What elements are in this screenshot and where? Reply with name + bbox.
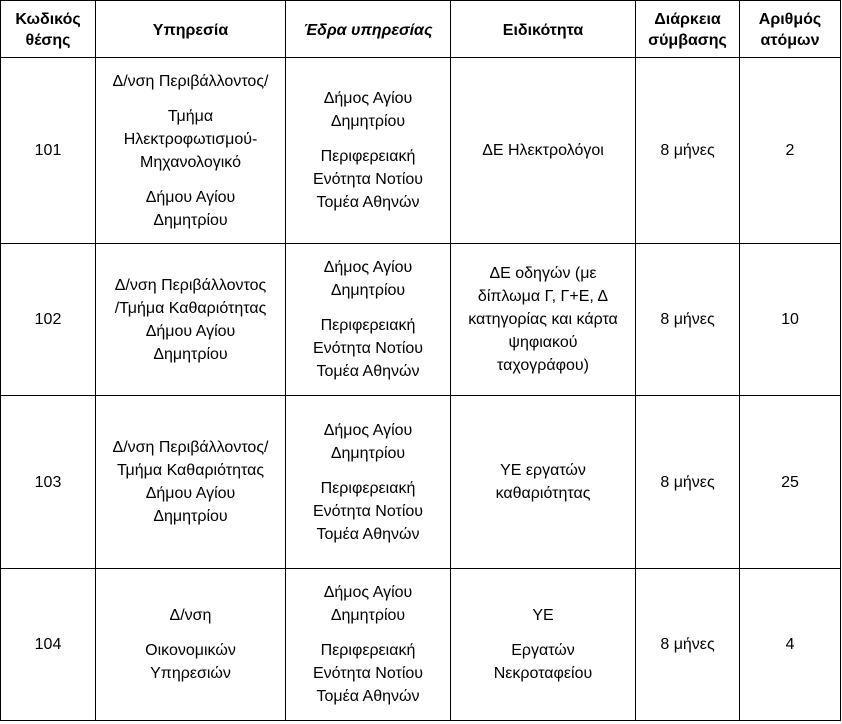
specialty-line: καθαριότητας (495, 485, 591, 502)
cell-specialty (451, 396, 636, 569)
header-duration-line: Διάρκεια (654, 11, 721, 28)
seat-line: Ενότητα Νοτίου (312, 502, 424, 520)
cell-seat (286, 58, 451, 244)
seat-line: Δημητρίου (330, 607, 406, 624)
specialty-line: ταχογράφου) (497, 357, 589, 374)
header-duration-line: σύμβασης (648, 32, 727, 49)
service-paragraph (100, 70, 281, 93)
seat-line: Δημητρίου (330, 113, 406, 130)
header-count (740, 1, 841, 58)
service-line: Τμήμα (167, 107, 214, 125)
service-line: Δ/νση Περιβάλλοντος/ (112, 72, 269, 90)
seat-line: Περιφερειακή (320, 148, 416, 165)
specialty-paragraph (455, 604, 631, 627)
cell-code: 102 (1, 244, 96, 396)
seat-line: Τομέα Αθηνών (316, 688, 420, 705)
cell-count: 25 (740, 396, 841, 569)
specialty-line: Νεκροταφείου (493, 665, 593, 682)
cell-code: 104 (1, 569, 96, 721)
cell-count: 10 (740, 244, 841, 396)
specialty-line: ΔΕ οδηγών (με (489, 265, 597, 282)
cell-specialty (451, 244, 636, 396)
seat-paragraph (290, 145, 446, 214)
header-code-line: Κωδικός (15, 11, 81, 28)
cell-duration: 8 μήνες (636, 244, 740, 396)
service-paragraph (100, 639, 281, 685)
service-paragraph (100, 186, 281, 232)
header-count-line: ατόμων (760, 32, 820, 49)
seat-line: Δημητρίου (330, 444, 406, 462)
table-row (1, 569, 841, 721)
table-row (1, 58, 841, 244)
seat-paragraph (290, 477, 446, 546)
service-line: Δημητρίου (153, 345, 228, 363)
seat-paragraph (290, 419, 446, 465)
service-line: Δημητρίου (153, 211, 228, 229)
cell-code: 101 (1, 58, 96, 244)
cell-seat (286, 569, 451, 721)
cell-seat (286, 396, 451, 569)
service-line: Μηχανολογικό (140, 153, 241, 171)
cell-duration: 8 μήνες (636, 58, 740, 244)
seat-line: Δήμος Αγίου (323, 259, 413, 276)
specialty-line: δίπλωμα Γ, Γ+Ε, Δ (477, 288, 609, 305)
service-line: Δήμου Αγίου (145, 485, 236, 502)
service-paragraph (100, 436, 281, 528)
cell-specialty (451, 58, 636, 244)
service-line: Οικονομικών (145, 642, 236, 659)
seat-paragraph (290, 581, 446, 627)
service-paragraph (100, 604, 281, 627)
cell-duration: 8 μήνες (636, 569, 740, 721)
cell-seat (286, 244, 451, 396)
header-duration (636, 1, 740, 58)
header-code-line: θέσης (25, 32, 71, 49)
specialty-line: ΔΕ Ηλεκτρολόγοι (482, 142, 604, 159)
seat-line: Τομέα Αθηνών (316, 363, 420, 380)
cell-count: 2 (740, 58, 841, 244)
service-line: Υπηρεσιών (150, 665, 231, 682)
header-seat: Έδρα υπηρεσίας (286, 1, 451, 58)
cell-service (96, 244, 286, 396)
seat-paragraph (290, 639, 446, 708)
service-line: Ηλεκτροφωτισμού- (123, 130, 258, 148)
table-row (1, 244, 841, 396)
service-line: Δήμου Αγίου (145, 322, 236, 340)
seat-line: Περιφερειακή (320, 317, 416, 334)
specialty-paragraph (455, 639, 631, 685)
header-row (1, 1, 841, 58)
seat-line: Δημητρίου (330, 282, 406, 299)
seat-paragraph (290, 314, 446, 383)
cell-service (96, 396, 286, 569)
seat-line: Ενότητα Νοτίου (312, 665, 424, 682)
service-paragraph (100, 274, 281, 366)
seat-paragraph (290, 87, 446, 133)
seat-line: Περιφερειακή (320, 642, 416, 659)
service-line: Δημητρίου (153, 508, 228, 525)
cell-specialty (451, 569, 636, 721)
seat-line: Τομέα Αθηνών (316, 525, 420, 543)
header-specialty: Ειδικότητα (451, 1, 636, 58)
table-body (1, 58, 841, 721)
cell-service (96, 58, 286, 244)
header-service: Υπηρεσία (96, 1, 286, 58)
service-paragraph (100, 105, 281, 174)
cell-service (96, 569, 286, 721)
specialty-line: ΥΕ εργατών (500, 462, 586, 479)
seat-line: Ενότητα Νοτίου (312, 340, 424, 357)
service-line: /Τμήμα Καθαριότητας (114, 299, 267, 317)
specialty-paragraph (455, 139, 631, 162)
seat-paragraph (290, 256, 446, 302)
cell-duration: 8 μήνες (636, 396, 740, 569)
service-line: Δήμου Αγίου (145, 188, 236, 206)
specialty-paragraph (455, 459, 631, 505)
cell-count: 4 (740, 569, 841, 721)
service-line: Δ/νση Περιβάλλοντος/ (112, 439, 269, 456)
seat-line: Δήμος Αγίου (323, 584, 413, 601)
seat-line: Τομέα Αθηνών (316, 194, 420, 211)
specialty-line: ψηφιακού (508, 334, 578, 351)
specialty-line: κατηγορίας και κάρτα (468, 311, 618, 328)
seat-line: Δήμος Αγίου (323, 421, 413, 439)
service-line: Τμήμα Καθαριότητας (116, 462, 265, 479)
service-line: Δ/νση (169, 607, 212, 624)
cell-code: 103 (1, 396, 96, 569)
seat-line: Δήμος Αγίου (323, 90, 413, 107)
seat-line: Περιφερειακή (320, 479, 416, 497)
table-row (1, 396, 841, 569)
header-code (1, 1, 96, 58)
specialty-paragraph (455, 262, 631, 377)
header-count-line: Αριθμός (758, 11, 822, 28)
specialty-line: Εργατών (511, 642, 575, 659)
seat-line: Ενότητα Νοτίου (312, 171, 424, 188)
service-line: Δ/νση Περιβάλλοντος (114, 276, 267, 294)
specialty-line: ΥΕ (532, 607, 554, 624)
